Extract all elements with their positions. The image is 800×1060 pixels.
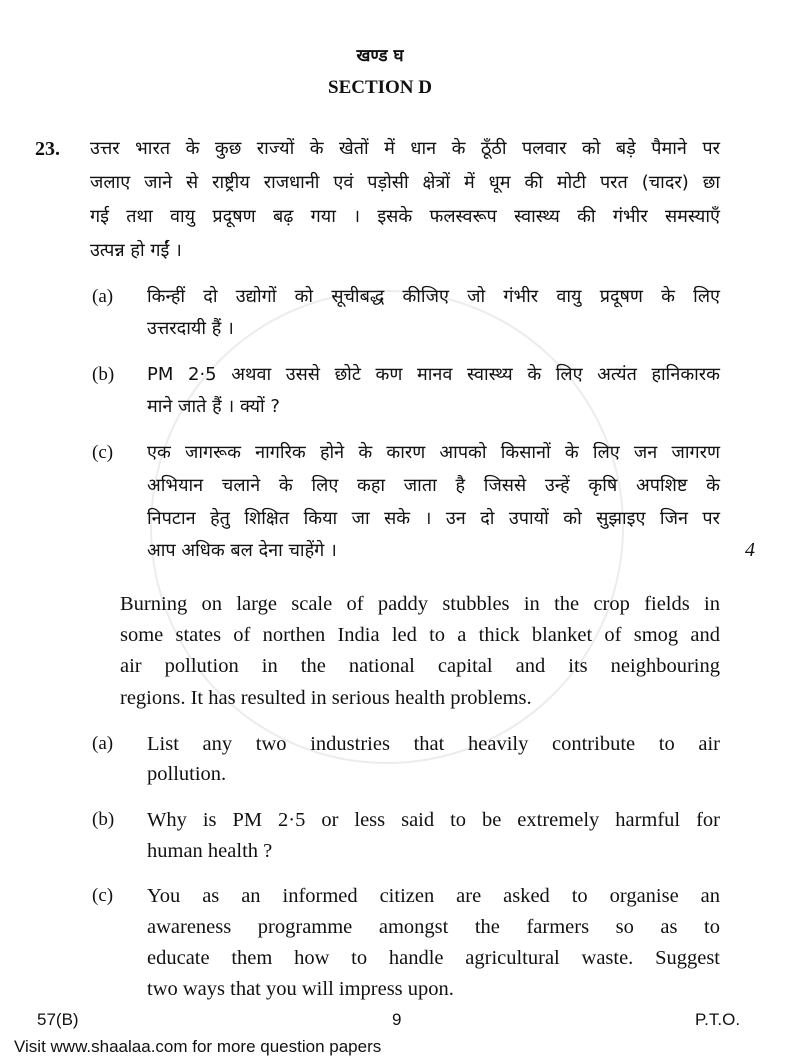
question-marks: 4 xyxy=(745,539,755,561)
hindi-part-label: (b) xyxy=(92,364,115,385)
hindi-paragraph-line: उत्तर भारत के कुछ राज्यों के खेतों में धान के ठूँठी पलवार को बड़े पैमाने पर xyxy=(90,138,720,159)
english-part-line: human health ? xyxy=(147,840,273,862)
english-paragraph-line: air pollution in the national capital and its neighbouring xyxy=(120,655,720,677)
english-part-line: awareness programme amongst the farmers so as to xyxy=(147,916,720,938)
hindi-paragraph-line: गई तथा वायु प्रदूषण बढ़ गया । इसके फलस्वरूप स्वास्थ्य की गंभीर समस्याएँ xyxy=(90,206,720,227)
section-title-hindi: खण्ड घ xyxy=(356,46,404,66)
hindi-part-label: (a) xyxy=(92,286,114,307)
hindi-part-label: (c) xyxy=(92,442,114,463)
hindi-part-line: अभियान चलाने के लिए कहा जाता है जिससे उन्हें कृषि अपशिष्ट के xyxy=(147,475,720,496)
english-part-line: two ways that you will impress upon. xyxy=(147,978,454,1000)
english-paragraph-line: Burning on large scale of paddy stubbles in the crop fields in xyxy=(120,593,720,615)
pto-note: P.T.O. xyxy=(695,1010,741,1029)
english-paragraph-line: some states of northen India led to a thick blanket of smog and xyxy=(120,624,720,646)
english-part-line: Why is PM 2·5 or less said to be extremely harmful for xyxy=(147,809,720,831)
hindi-part-line: माने जाते हैं । क्यों ? xyxy=(147,396,280,417)
hindi-part-line: किन्हीं दो उद्योगों को सूचीबद्ध कीजिए जो गंभीर वायु प्रदूषण के लिए xyxy=(147,286,720,307)
hindi-part-line: आप अधिक बल देना चाहेंगे । xyxy=(147,540,337,561)
english-part-line: pollution. xyxy=(147,763,227,785)
page-number: 9 xyxy=(392,1010,402,1029)
hindi-paragraph-line: जलाए जाने से राष्ट्रीय राजधानी एवं पड़ोसी क्षेत्रों में धूम की मोटी परत (चादर) छा xyxy=(90,172,720,193)
english-part-line: List any two industries that heavily contribute to air xyxy=(147,733,720,755)
paper-code: 57(B) xyxy=(37,1010,79,1029)
english-part-label: (b) xyxy=(92,809,115,830)
english-part-label: (c) xyxy=(92,885,114,906)
hindi-part-line: निपटान हेतु शिक्षित किया जा सके । उन दो उपायों को सुझाइए जिन पर xyxy=(147,508,720,529)
english-paragraph-line: regions. It has resulted in serious health problems. xyxy=(120,687,532,709)
english-part-label: (a) xyxy=(92,733,114,754)
question-number: 23. xyxy=(35,138,60,160)
visit-link[interactable]: Visit www.shaalaa.com for more question papers xyxy=(14,1037,382,1056)
hindi-paragraph-line: उत्पन्न हो गईं । xyxy=(90,240,182,261)
section-title: SECTION D xyxy=(328,77,432,98)
english-part-line: educate them how to handle agricultural waste. Suggest xyxy=(147,947,720,969)
hindi-part-line: PM 2·5 अथवा उससे छोटे कण मानव स्वास्थ्य के लिए अत्यंत हानिकारक xyxy=(147,364,720,385)
hindi-part-line: एक जागरूक नागरिक होने के कारण आपको किसानों के लिए जन जागरण xyxy=(147,442,720,463)
hindi-part-line: उत्तरदायी हैं । xyxy=(147,318,234,339)
english-part-line: You as an informed citizen are asked to organise an xyxy=(147,885,720,907)
